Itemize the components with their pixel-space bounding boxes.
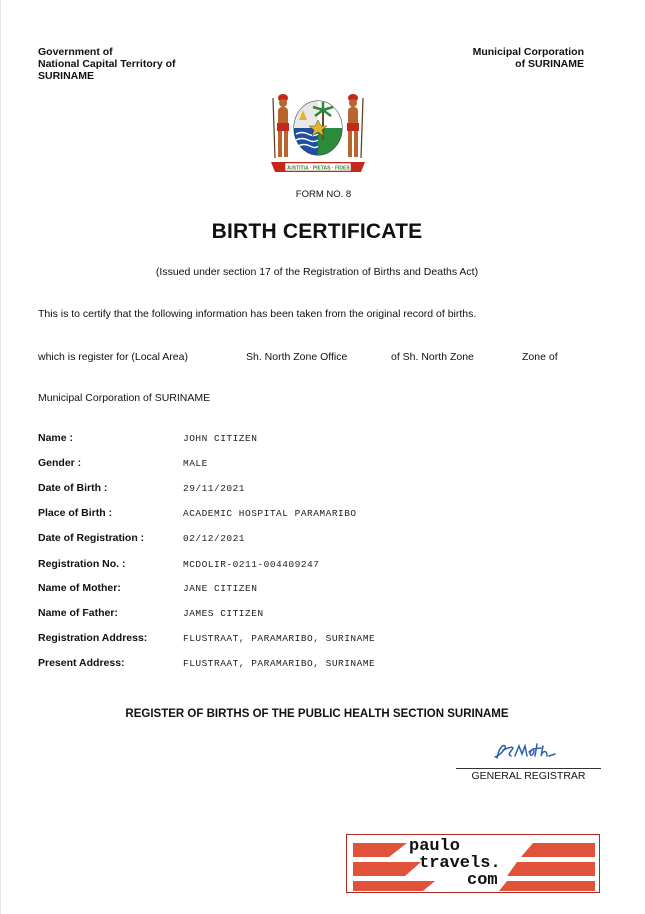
field-label: Name : — [38, 432, 74, 444]
emblem-motto: JUSTITIA · PIETAS · FIDES — [286, 165, 350, 172]
register-line-zone-of: Zone of — [522, 351, 558, 363]
field-registration-address — [38, 632, 558, 648]
form-number: FORM NO. 8 — [295, 189, 352, 200]
field-value: JANE CITIZEN — [183, 583, 258, 594]
field-value: MALE — [183, 458, 208, 469]
header-right-line: of SURINAME — [515, 58, 584, 70]
field-registration-number — [38, 558, 558, 574]
field-value: JAMES CITIZEN — [183, 608, 264, 619]
register-line-local-area: which is register for (Local Area) — [38, 351, 188, 363]
header-left-line: SURINAME — [38, 70, 95, 82]
field-value: JOHN CITIZEN — [183, 433, 258, 444]
municipal-corporation-header — [473, 46, 584, 70]
field-date-of-registration — [38, 532, 558, 548]
coat-of-arms-emblem — [267, 90, 369, 176]
header-left-line: Government of — [38, 46, 113, 58]
field-name-of-father — [38, 607, 558, 623]
signature-line — [456, 768, 601, 769]
field-value: FLUSTRAAT, PARAMARIBO, SURINAME — [183, 633, 376, 644]
field-label: Date of Registration : — [38, 532, 145, 544]
issuing-government-header — [38, 46, 176, 82]
field-label: Name of Mother: — [38, 582, 121, 594]
field-value: MCDOLIR-0211-004409247 — [183, 559, 320, 570]
field-label: Name of Father: — [38, 607, 118, 619]
field-value: ACADEMIC HOSPITAL PARAMARIBO — [183, 508, 357, 519]
field-name-of-mother — [38, 582, 558, 598]
field-value: 02/12/2021 — [183, 533, 246, 544]
header-right-line: Municipal Corporation — [472, 46, 584, 58]
register-of-births-heading: REGISTER OF BIRTHS OF THE PUBLIC HEALTH SECTION SURINAME — [125, 708, 509, 720]
watermark-line: com — [467, 871, 498, 890]
field-label: Gender : — [38, 457, 82, 469]
field-value: 29/11/2021 — [183, 483, 246, 494]
registrar-signature — [489, 738, 569, 764]
field-date-of-birth — [38, 482, 558, 498]
field-value: FLUSTRAAT, PARAMARIBO, SURINAME — [183, 658, 376, 669]
field-label: Place of Birth : — [38, 507, 113, 519]
field-label: Date of Birth : — [38, 482, 108, 494]
general-registrar-title: GENERAL REGISTRAR — [471, 770, 586, 782]
field-label: Present Address: — [38, 657, 125, 669]
certify-statement: This is to certify that the following information has been taken from the original record of births. — [38, 308, 477, 320]
register-line-office: Sh. North Zone Office — [246, 351, 348, 363]
header-left-line: National Capital Territory of — [38, 58, 176, 70]
shield — [294, 101, 342, 155]
field-present-address — [38, 657, 558, 673]
field-label: Registration No. : — [38, 558, 126, 570]
field-label: Registration Address: — [38, 632, 148, 644]
paulo-travels-watermark — [346, 834, 600, 893]
register-line-zone: of Sh. North Zone — [391, 351, 474, 363]
field-name — [38, 432, 558, 448]
document-title: BIRTH CERTIFICATE — [211, 220, 423, 243]
field-gender — [38, 457, 558, 473]
signature-text: JSmith — [527, 763, 531, 764]
left-supporter-figure — [273, 94, 289, 158]
right-supporter-figure — [347, 94, 363, 158]
issued-under-note: (Issued under section 17 of the Registration of Births and Deaths Act) — [155, 266, 479, 278]
field-place-of-birth — [38, 507, 558, 523]
watermark-line: paulo — [409, 837, 461, 856]
municipal-corporation-line: Municipal Corporation of SURINAME — [38, 392, 211, 404]
watermark-line: travels. — [419, 854, 501, 873]
